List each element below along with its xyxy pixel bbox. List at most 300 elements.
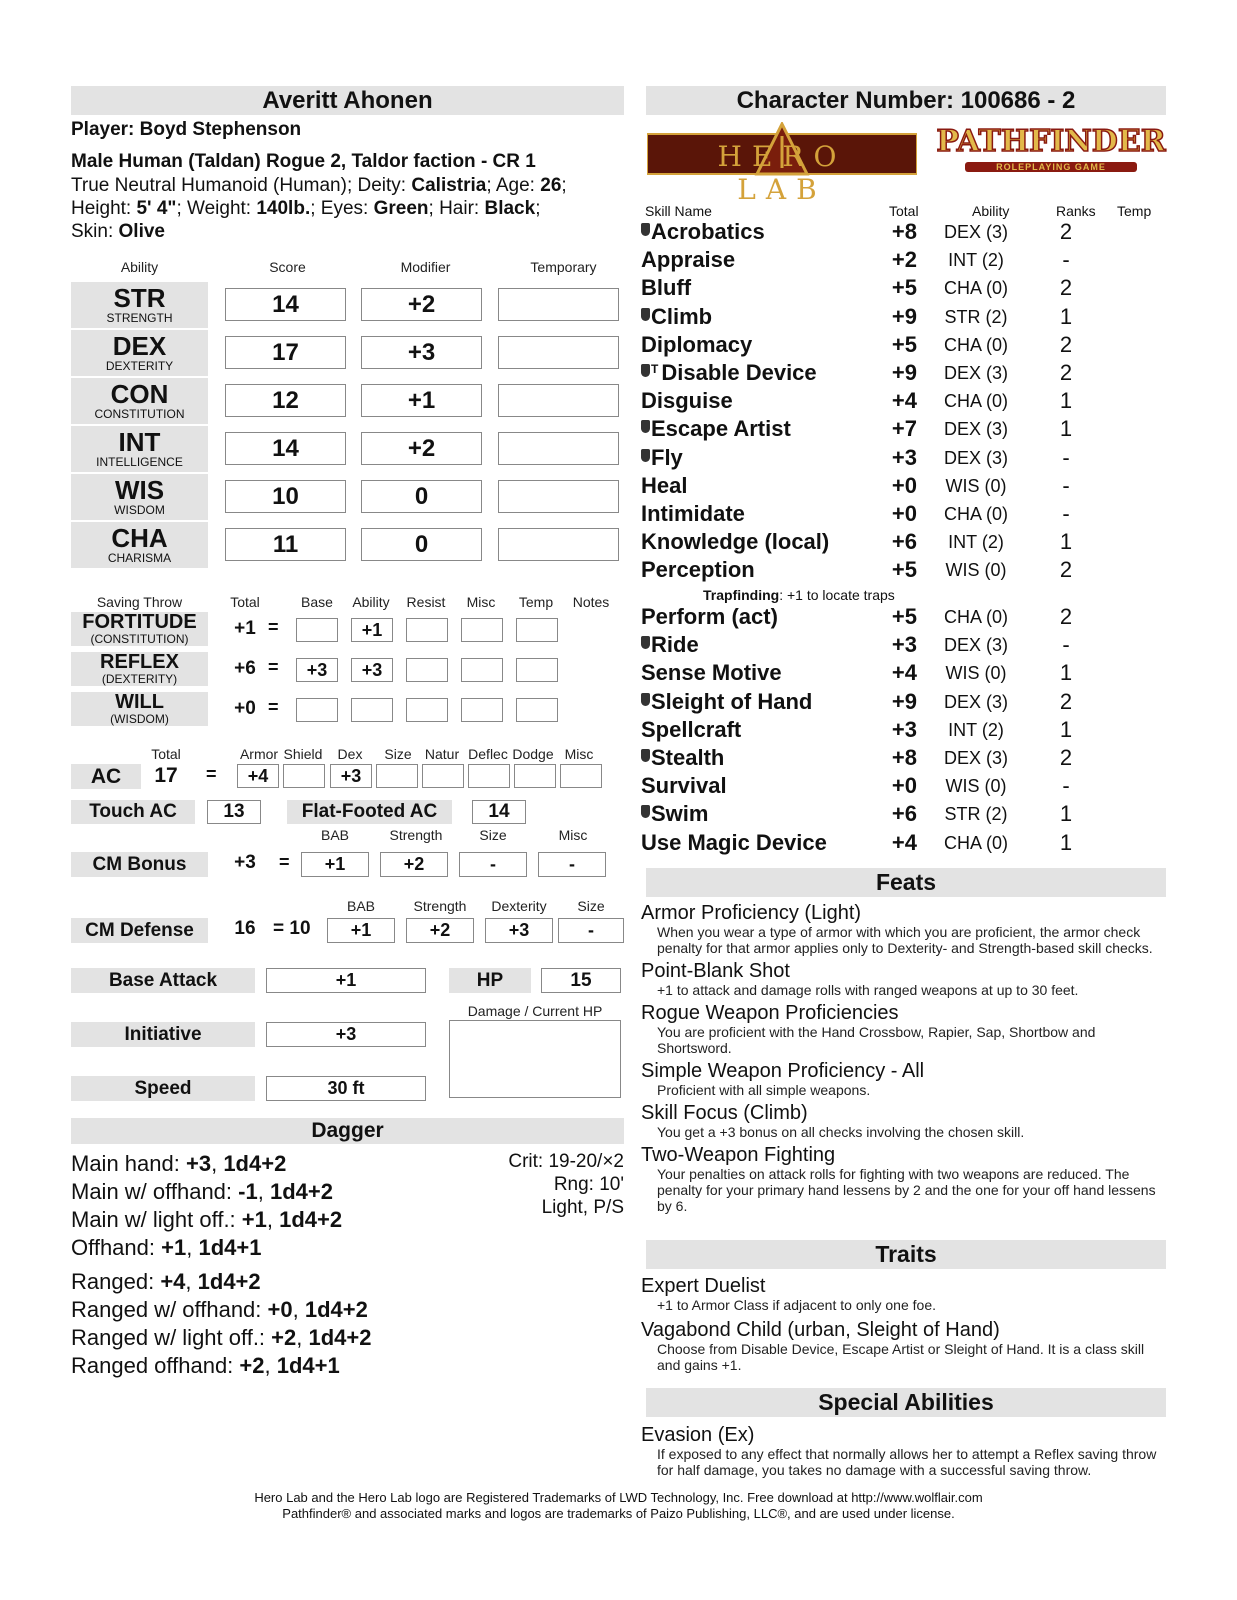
trained-only-icon: T: [651, 362, 659, 376]
special-description: If exposed to any effect that normally allows her to attempt a Reflex saving throw for half damage, you takes no damage with a successful saving throw.: [657, 1446, 1157, 1478]
skill-name: [641, 416, 791, 442]
armor-check-icon: [641, 449, 650, 462]
skill-total: +4: [891, 660, 917, 686]
ability-score-cha: 11: [225, 528, 346, 561]
skill-ranks: -: [1062, 472, 1070, 498]
initiative-value: +3: [266, 1022, 426, 1047]
skill-row-diplomacy: [641, 332, 1161, 360]
score-col-header: Score: [269, 259, 306, 275]
skill-total-header: Total: [889, 203, 919, 219]
attack-label: Ranged w/ offhand:: [71, 1297, 262, 1322]
skill-ranks: -: [1062, 247, 1070, 273]
cmb-bab-header: BAB: [320, 827, 349, 843]
ability-abbr: STR: [113, 283, 166, 313]
feats-title: Simple Weapon Proficiency - All: [641, 1060, 925, 1082]
traits-title: Vagabond Child (urban, Sleight of Hand): [641, 1319, 1000, 1341]
save-sublabel: (DEXTERITY): [101, 672, 178, 686]
weapon-attack-line: Main w/ light off.: +1, 1d4+2: [71, 1207, 343, 1232]
save-base-reflex: +3: [296, 658, 338, 682]
skill-ranks: 2: [1059, 275, 1073, 301]
skill-label: Bluff: [641, 275, 692, 301]
ac-natur-header: Natur: [424, 746, 460, 762]
skill-row-ride: [641, 632, 1161, 660]
ac-total-header: Total: [151, 746, 181, 762]
skill-row-swim: [641, 801, 1161, 829]
ability-full-name: STRENGTH: [106, 311, 173, 325]
base-attack-value: +1: [266, 968, 426, 993]
save-name-will: [71, 692, 208, 726]
skill-label: Swim: [651, 801, 709, 827]
ability-temporary-dex[interactable]: [498, 336, 619, 369]
herolab-text: HERO LAB: [717, 140, 847, 206]
ability-abbr: INT: [118, 427, 161, 457]
special-title-bar: [646, 1388, 1166, 1417]
skill-total: +5: [891, 331, 917, 357]
weapon-type: Light, P/S: [541, 1197, 624, 1218]
ability-abbr: WIS: [114, 475, 165, 505]
special-item: [641, 1424, 1161, 1478]
ac-dex: +3: [330, 764, 372, 788]
speed-label: Speed: [71, 1076, 255, 1101]
cmd-dex-header: Dexterity: [491, 898, 547, 914]
pathfinder-subtext: ROLEPLAYING GAME: [965, 162, 1137, 172]
ability-modifier-cha: 0: [361, 528, 482, 561]
skill-ranks: 2: [1059, 745, 1073, 770]
weapon-name: Dagger: [311, 1119, 384, 1142]
attack-damage: 1d4+1: [276, 1353, 340, 1378]
skill-total: +8: [891, 219, 917, 244]
attack-label: Ranged offhand:: [71, 1353, 234, 1378]
attack-damage: 1d4+2: [308, 1325, 372, 1350]
ability-name-con: [71, 378, 208, 424]
cmd-dex: +3: [485, 918, 553, 943]
skill-row-climb: [641, 304, 1161, 332]
ac-natur: [422, 764, 464, 788]
traits-title: Expert Duelist: [641, 1275, 766, 1297]
traits-description: Choose from Disable Device, Escape Artist or Sleight of Hand. It is a class skill and gains +1.: [657, 1341, 1145, 1373]
skill-row-sleight-of-hand: [641, 689, 1161, 717]
weapon-attack-line: Offhand: +1, 1d4+1: [71, 1235, 262, 1260]
feats-list: [641, 902, 1161, 1218]
special-title: Special Abilities: [818, 1389, 994, 1415]
feats-item: [641, 1144, 1161, 1214]
player-line: Player: Boyd Stephenson: [71, 119, 302, 140]
skill-label: Acrobatics: [651, 219, 765, 244]
deity: Calistria: [411, 175, 487, 196]
skill-name: [641, 360, 817, 386]
feats-title: Skill Focus (Climb): [641, 1102, 808, 1124]
ac-misc-header: Misc: [564, 746, 594, 762]
traits-item: [641, 1319, 1161, 1373]
skill-ranks: 1: [1059, 303, 1073, 329]
skill-name: [641, 745, 724, 771]
skill-name: [641, 332, 752, 358]
touch-ac-label: Touch AC: [71, 800, 195, 824]
skill-total: +9: [891, 688, 917, 714]
skill-ability: DEX (3): [943, 222, 1008, 242]
hair: Black: [484, 198, 536, 219]
weapon-info: [460, 1150, 624, 1219]
skill-ability: DEX (3): [943, 419, 1008, 440]
ability-modifier-con: +1: [361, 384, 482, 417]
skill-name-header: Skill Name: [645, 203, 712, 219]
skill-name: [641, 830, 827, 856]
skill-ranks: 1: [1059, 416, 1073, 442]
ability-temporary-cha[interactable]: [498, 528, 619, 561]
attack-bonus: +1: [161, 1235, 187, 1260]
ac-label: AC: [71, 764, 141, 789]
ability-temporary-str[interactable]: [498, 288, 619, 321]
character-number: Character Number: 100686 - 2: [736, 87, 1076, 114]
skill-label: Disguise: [641, 388, 733, 414]
ability-score-con: 12: [225, 384, 346, 417]
save-name-reflex: [71, 652, 208, 686]
weapon-range: Rng: 10': [553, 1174, 624, 1195]
save-temp-will: [516, 698, 558, 722]
skill-ability: WIS (0): [945, 560, 1007, 581]
armor-check-icon: [641, 693, 650, 706]
flat-footed-label: Flat-Footed AC: [287, 800, 452, 824]
attack-bonus: +3: [185, 1151, 212, 1176]
cmd-bab: +1: [327, 918, 395, 943]
save-temp-fortitude: [516, 618, 558, 642]
save-label: WILL: [115, 691, 164, 713]
skill-name: [641, 473, 687, 499]
skill-total: +9: [891, 303, 917, 329]
skill-ranks: 1: [1059, 801, 1073, 827]
footer: [0, 1490, 1237, 1522]
character-name: Averitt Ahonen: [262, 87, 433, 114]
eyes: Green: [373, 198, 429, 219]
skill-label: Knowledge (local): [641, 529, 830, 555]
cmb-misc: -: [538, 852, 606, 877]
skill-ability: DEX (3): [943, 363, 1008, 383]
cmb-equals: =: [279, 852, 290, 872]
pathfinder-logo: [935, 122, 1167, 182]
ability-name-dex: [71, 330, 208, 376]
skill-ranks: 1: [1059, 660, 1073, 686]
skill-ranks: 1: [1059, 529, 1073, 555]
skill-ability: STR (2): [944, 804, 1008, 825]
save-resist-fortitude: [406, 618, 448, 642]
skill-name: [641, 529, 829, 555]
ability-temporary-wis[interactable]: [498, 480, 619, 513]
saving-throw-header: Saving Throw: [96, 594, 183, 610]
pathfinder-text: PATHFINDER: [936, 124, 1166, 159]
skill-ranks-header: Ranks: [1056, 203, 1096, 219]
weapon-attack-line: Ranged: +4, 1d4+2: [71, 1269, 261, 1294]
ability-col-header: Ability: [120, 259, 159, 275]
ability-temporary-con[interactable]: [498, 384, 619, 417]
save-temp-reflex: [516, 658, 558, 682]
skill-ranks: 2: [1059, 604, 1073, 629]
skill-total: +4: [891, 829, 917, 855]
ability-full-name: DEXTERITY: [105, 359, 174, 373]
save-ability-header: Ability: [352, 594, 390, 610]
skill-ranks: -: [1062, 501, 1070, 526]
save-ability-will: [351, 698, 393, 722]
ac-size: [376, 764, 418, 788]
attack-bonus: -1: [238, 1179, 258, 1204]
save-equals: =: [268, 657, 279, 677]
ac-deflec-header: Deflec: [468, 746, 508, 762]
attack-damage: 1d4+2: [269, 1179, 333, 1204]
skill-label: Use Magic Device: [641, 829, 827, 855]
skill-row-survival: [641, 773, 1161, 801]
attack-label: Main w/ offhand:: [71, 1179, 233, 1204]
flat-footed-value: 14: [472, 800, 526, 824]
description-block: True Neutral Humanoid (Human); Deity: Calistria; Age: 26; Height: 5' 4"; Weight: 140lb.; Eyes: Green; Hair: Black; Skin: Olive: [71, 175, 567, 242]
ability-score-wis: 10: [225, 480, 346, 513]
skill-row-spellcraft: [641, 717, 1161, 745]
skill-ranks: 2: [1059, 557, 1073, 583]
skill-ranks: 2: [1059, 688, 1073, 714]
save-total-fortitude: +1: [234, 618, 256, 639]
weapon-attack-line: Ranged offhand: +2, 1d4+1: [71, 1353, 340, 1378]
save-sublabel: (WISDOM): [110, 712, 169, 726]
weapon-attack-line: Ranged w/ light off.: +2, 1d4+2: [71, 1325, 372, 1350]
attack-damage: 1d4+2: [279, 1207, 343, 1232]
ability-temporary-int[interactable]: [498, 432, 619, 465]
armor-check-icon: [641, 749, 650, 762]
skill-label: Appraise: [641, 247, 736, 273]
skill-total: +0: [891, 472, 917, 498]
cmd-size: -: [558, 918, 624, 943]
weapon-attack-line: Main w/ offhand: -1, 1d4+2: [71, 1179, 333, 1204]
save-resist-will: [406, 698, 448, 722]
skill-name: [641, 501, 745, 527]
skill-label: Climb: [651, 303, 713, 329]
cmb-size-header: Size: [479, 827, 507, 843]
save-temp-header: Temp: [518, 594, 554, 610]
skill-label: Ride: [651, 632, 699, 658]
skill-label: Survival: [641, 773, 727, 799]
traits-description: +1 to Armor Class if adjacent to only one foe.: [657, 1297, 936, 1313]
skill-ability: DEX (3): [943, 691, 1008, 712]
ability-modifier-int: +2: [361, 432, 482, 465]
save-misc-fortitude: [461, 618, 503, 642]
skill-row-acrobatics: [641, 219, 1161, 247]
ac-size-header: Size: [384, 746, 412, 762]
attack-damage: 1d4+1: [198, 1235, 262, 1260]
feats-description: When you wear a type of armor with which you are proficient, the armor check penalty for that armor applies only to Dexterity- and Strength-based skill checks.: [657, 924, 1153, 956]
save-equals: =: [268, 617, 279, 637]
save-ability-reflex: +3: [351, 658, 393, 682]
skill-name: [641, 557, 755, 583]
save-base-header: Base: [301, 594, 333, 610]
feats-description: +1 to attack and damage rolls with ranged weapons at up to 30 feet.: [657, 982, 1079, 998]
ac-equals: =: [206, 764, 217, 784]
skill-ability: DEX (3): [943, 748, 1008, 768]
ability-full-name: INTELLIGENCE: [96, 455, 183, 469]
save-misc-header: Misc: [466, 594, 496, 610]
feats-title: Feats: [875, 869, 937, 895]
save-name-fortitude: [71, 612, 208, 646]
skill-name: [641, 773, 727, 799]
attack-bonus: +1: [241, 1207, 267, 1232]
skill-name: [641, 717, 741, 743]
save-resist-header: Resist: [406, 594, 446, 610]
cmb-label: CM Bonus: [71, 852, 208, 877]
skill-row-appraise: [641, 247, 1161, 275]
cmb-size: -: [459, 852, 527, 877]
skill-ability: STR (2): [944, 306, 1008, 327]
attack-label: Main hand:: [71, 1151, 180, 1176]
touch-ac-value: 13: [207, 800, 261, 824]
skill-row-heal: [641, 473, 1161, 501]
ability-full-name: WISDOM: [114, 503, 165, 517]
ac-total: 17: [154, 764, 178, 787]
skill-total: +3: [891, 716, 917, 742]
ac-dex-header: Dex: [337, 746, 363, 762]
skill-row-sense-motive: [641, 660, 1161, 688]
skill-row-perform-act: [641, 604, 1161, 632]
skill-ability: WIS (0): [945, 776, 1007, 797]
base-attack-label: Base Attack: [71, 968, 255, 993]
armor-check-icon: [641, 308, 650, 321]
skill-total: +5: [891, 275, 917, 301]
ability-score-int: 14: [225, 432, 346, 465]
damage-hp-label: Damage / Current HP: [467, 1003, 603, 1019]
ac-shield: [283, 764, 325, 788]
skill-temp-header: Temp: [1117, 203, 1152, 219]
herolab-logo: [647, 122, 917, 206]
save-sublabel: (CONSTITUTION): [90, 632, 189, 646]
skill-label: Diplomacy: [641, 331, 753, 357]
ability-abbr: DEX: [112, 331, 167, 361]
skill-name: [641, 604, 778, 630]
special-list: [641, 1424, 1161, 1482]
traits-title: Traits: [875, 1241, 937, 1267]
attack-damage: 1d4+2: [197, 1269, 261, 1294]
skill-name: [641, 219, 765, 245]
skill-ranks: -: [1062, 444, 1070, 470]
skill-ability: CHA (0): [943, 504, 1008, 524]
skill-ranks: 2: [1059, 219, 1073, 244]
feats-title: Armor Proficiency (Light): [641, 902, 862, 924]
skill-ability: DEX (3): [943, 447, 1008, 468]
character-number-bar: [646, 86, 1166, 115]
skill-ability: INT (2): [948, 719, 1004, 740]
skill-name: [641, 445, 683, 471]
skill-row-use-magic-device: [641, 830, 1161, 858]
skill-total: +3: [891, 444, 917, 470]
ac-dodge: [514, 764, 556, 788]
skill-total: +5: [891, 604, 917, 629]
ability-modifier-str: +2: [361, 288, 482, 321]
skill-ability: CHA (0): [943, 391, 1008, 412]
weight: 140lb.: [256, 198, 311, 219]
weapon-name-bar: [71, 1118, 624, 1144]
skill-total: +7: [891, 416, 917, 442]
skill-total: +3: [891, 632, 917, 658]
traits-list: [641, 1275, 1161, 1379]
cmd-size-header: Size: [577, 898, 605, 914]
save-notes-header: Notes: [572, 594, 610, 610]
character-name-bar: [71, 86, 624, 115]
skill-label: Sense Motive: [641, 660, 782, 686]
armor-check-icon: [641, 420, 650, 433]
skill-ranks: 2: [1059, 360, 1073, 385]
age: 26: [540, 175, 562, 196]
footer-line-2: Pathfinder® and associated marks and logos are trademarks of Paizo Publishing, LLC®, and are used under license.: [282, 1506, 955, 1521]
attack-label: Ranged w/ light off.:: [71, 1325, 266, 1350]
ability-full-name: CONSTITUTION: [94, 407, 185, 421]
skill-label: Sleight of Hand: [651, 688, 813, 714]
feats-title-bar: [646, 868, 1166, 897]
skill-name: [641, 801, 708, 827]
skill-ability: WIS (0): [945, 475, 1007, 496]
skill-row-intimidate: [641, 501, 1161, 529]
feats-description: You get a +3 bonus on all checks involving the chosen skill.: [657, 1124, 1025, 1140]
ability-name-cha: [71, 522, 208, 568]
special-title: Evasion (Ex): [641, 1424, 755, 1446]
cmb-bab: +1: [301, 852, 369, 877]
ability-score-dex: 17: [225, 336, 346, 369]
skill-ranks: 1: [1059, 388, 1073, 414]
skill-name: [641, 247, 735, 273]
skill-ranks: 2: [1059, 331, 1073, 357]
cmd-bab-header: BAB: [346, 898, 375, 914]
save-misc-reflex: [461, 658, 503, 682]
armor-check-icon: [641, 636, 650, 649]
skill-total: +8: [891, 745, 917, 770]
ability-full-name: CHARISMA: [107, 551, 172, 565]
feats-item: [641, 960, 1161, 998]
feats-title: Rogue Weapon Proficiencies: [641, 1002, 899, 1024]
skill-row-knowledge-local: [641, 529, 1161, 557]
skill-ranks: -: [1062, 773, 1070, 799]
feats-description: Your penalties on attack rolls for fighting with two weapons are reduced. The penalty for your primary hand lessens by 2 and the one for your off hand lessens by 6.: [657, 1166, 1156, 1214]
skill-label: Disable Device: [661, 360, 817, 385]
ac-dodge-header: Dodge: [512, 746, 554, 762]
ac-armor-header: Armor: [239, 746, 279, 762]
weapon-ranged-lines: [71, 1268, 491, 1380]
damage-hp-box[interactable]: [449, 1020, 621, 1098]
ac-armor: +4: [237, 764, 279, 788]
skill-label: Stealth: [651, 745, 725, 770]
attack-bonus: +0: [267, 1297, 293, 1322]
attack-label: Ranged:: [71, 1269, 155, 1294]
skill-total: +0: [891, 773, 917, 799]
weapon-attack-line: Main hand: +3, 1d4+2: [71, 1151, 287, 1176]
feats-description: Proficient with all simple weapons.: [657, 1082, 871, 1098]
cmd-total: 16: [234, 918, 256, 939]
footer-line-1: Hero Lab and the Hero Lab logo are Registered Trademarks of LWD Technology, Inc. Free download at http://www.wolflair.com: [254, 1490, 983, 1505]
skill-label: Spellcraft: [641, 716, 742, 742]
skill-row-stealth: [641, 745, 1161, 773]
attack-bonus: +4: [160, 1269, 186, 1294]
traits-item: [641, 1275, 1161, 1313]
ability-name-str: [71, 282, 208, 328]
skill-row-disable-device: [641, 360, 1161, 388]
skill-name: [641, 660, 782, 686]
skill-label: Perform (act): [641, 604, 778, 629]
feats-title: Point-Blank Shot: [641, 960, 790, 982]
save-ability-fortitude: +1: [351, 618, 393, 642]
save-label: FORTITUDE: [82, 611, 197, 633]
temporary-col-header: Temporary: [530, 259, 597, 275]
save-label: REFLEX: [100, 651, 179, 673]
traits-title-bar: [646, 1240, 1166, 1269]
ability-abbr: CON: [110, 379, 169, 409]
armor-check-icon: [641, 223, 650, 236]
skill-label: Perception: [641, 557, 755, 583]
ability-score-str: 14: [225, 288, 346, 321]
skill-total: +9: [891, 360, 917, 385]
cmb-str: +2: [380, 852, 448, 877]
feats-description: You are proficient with the Hand Crossbow, Rapier, Sap, Shortbow and Shortsword.: [657, 1024, 1096, 1056]
